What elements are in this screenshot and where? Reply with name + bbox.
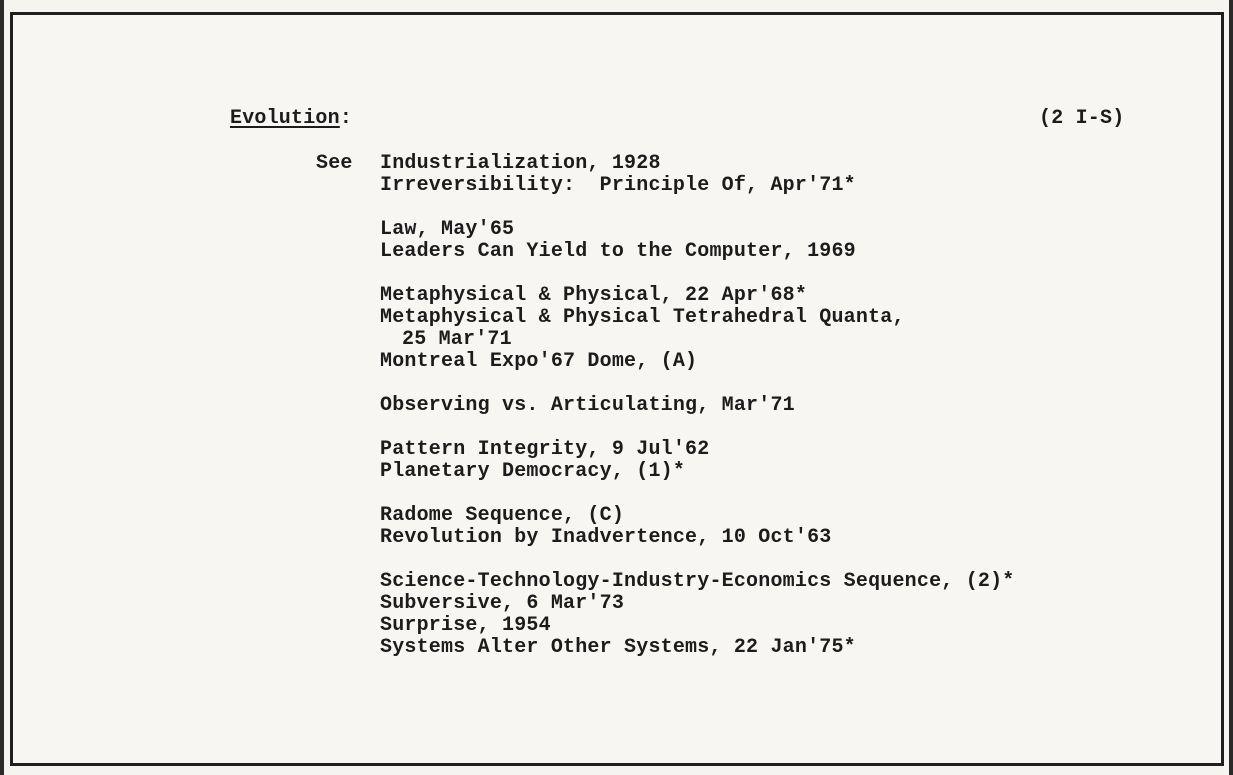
cross-reference-entry: 25 Mar'71 — [402, 328, 512, 351]
cross-reference-entry: Subversive, 6 Mar'73 — [380, 592, 625, 615]
card-code: (2 I-S) — [1039, 107, 1125, 130]
cross-reference-entry: Montreal Expo'67 Dome, (A) — [380, 350, 698, 373]
cross-reference-entry: Planetary Democracy, (1)* — [380, 460, 686, 483]
cross-reference-entry: Revolution by Inadvertence, 10 Oct'63 — [380, 526, 832, 549]
right-page-edge — [1229, 0, 1233, 775]
cross-reference-entry: Science-Technology-Industry-Economics Sequence, (2)* — [380, 570, 1015, 593]
cross-reference-entry: Metaphysical & Physical Tetrahedral Quanta, — [380, 306, 905, 329]
heading-colon: : — [339, 107, 353, 130]
cross-reference-entry: Radome Sequence, (C) — [380, 504, 625, 527]
card-heading — [230, 108, 352, 130]
cross-reference-entry: Law, May'65 — [380, 218, 515, 241]
cross-reference-entry: Observing vs. Articulating, Mar'71 — [380, 394, 795, 417]
heading-title: Evolution — [230, 107, 340, 130]
cross-reference-entry: Systems Alter Other Systems, 22 Jan'75* — [380, 636, 856, 659]
cross-reference-entry: Leaders Can Yield to the Computer, 1969 — [380, 240, 856, 263]
cross-reference-entry: Industrialization, 1928 — [380, 152, 661, 175]
left-page-edge — [0, 0, 4, 775]
group-spacer — [380, 197, 1015, 219]
cross-reference-entry: Surprise, 1954 — [380, 614, 551, 637]
see-label: See — [316, 152, 353, 175]
cross-reference-entry: Irreversibility: Principle Of, Apr'71* — [380, 174, 856, 197]
group-spacer — [380, 417, 1015, 439]
cross-reference-entry: Pattern Integrity, 9 Jul'62 — [380, 438, 710, 461]
group-spacer — [380, 549, 1015, 571]
group-spacer — [380, 373, 1015, 395]
group-spacer — [380, 483, 1015, 505]
group-spacer — [380, 263, 1015, 285]
cross-reference-list — [380, 153, 1015, 659]
cross-reference-entry: Metaphysical & Physical, 22 Apr'68* — [380, 284, 808, 307]
